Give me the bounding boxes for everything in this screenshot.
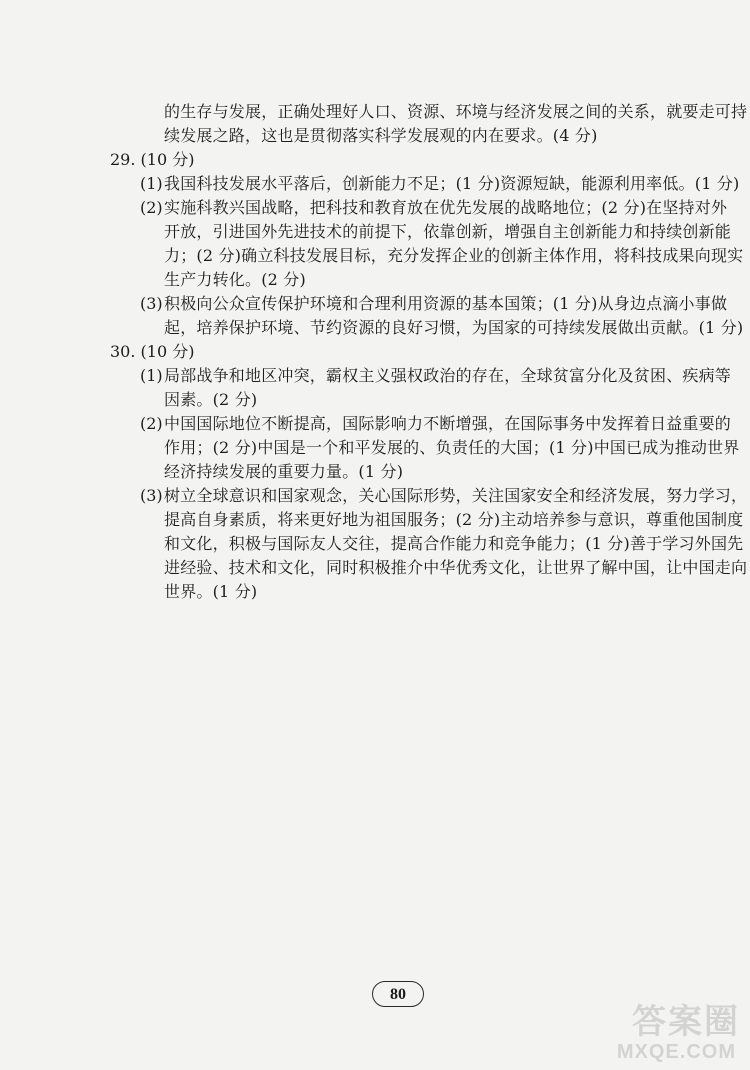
q30-item3-number: (3) xyxy=(140,486,163,505)
q30-item3-line-5: 世界。(1 分) xyxy=(164,582,258,601)
q29-item3-number: (3) xyxy=(140,294,163,313)
q29-item1-line-1: 我国科技发展水平落后，创新能力不足；(1 分)资源短缺，能源利用率低。(1 分) xyxy=(164,174,740,193)
q30-item2-number: (2) xyxy=(140,414,163,433)
q29-item2-line-4: 生产力转化。(2 分) xyxy=(164,270,306,289)
q30-item3-line-3: 和文化，积极与国际友人交往，提高合作能力和竞争能力；(1 分)善于学习外国先 xyxy=(164,534,744,553)
q29-item2-number: (2) xyxy=(140,198,163,217)
q30-item2-line-1: 中国国际地位不断提高，国际影响力不断增强，在国际事务中发挥着日益重要的 xyxy=(164,414,732,433)
page-number: 80 xyxy=(372,981,424,1007)
q30-item1-number: (1) xyxy=(140,366,163,385)
q30-item1-line-2: 因素。(2 分) xyxy=(164,390,258,409)
q29-item2-line-3: 力；(2 分)确立科技发展目标，充分发挥企业的创新主体作用，将科技成果向现实 xyxy=(164,246,744,265)
q30-item2-line-3: 经济持续发展的重要力量。(1 分) xyxy=(164,462,404,481)
q29-item3-line-1: 积极向公众宣传保护环境和合理利用资源的基本国策；(1 分)从身边点滴小事做 xyxy=(164,294,728,313)
question-30-header: 30. (10 分) xyxy=(110,342,195,361)
intro-line-2: 续发展之路，这也是贯彻落实科学发展观的内在要求。(4 分) xyxy=(164,126,598,145)
q29-item3-line-2: 起，培养保护环境、节约资源的良好习惯，为国家的可持续发展做出贡献。(1 分) xyxy=(164,318,744,337)
q30-item3-line-4: 进经验、技术和文化，同时积极推介中华优秀文化，让世界了解中国，让中国走向 xyxy=(164,558,748,577)
watermark-top-text: 答案圈 xyxy=(632,1002,740,1042)
q29-item1-number: (1) xyxy=(140,174,163,193)
q29-item2-line-1: 实施科教兴国战略，把科技和教育放在优先发展的战略地位；(2 分)在坚持对外 xyxy=(164,198,728,217)
q30-item3-line-1: 树立全球意识和国家观念，关心国际形势，关注国家安全和经济发展，努力学习， xyxy=(164,486,748,505)
q29-item2-line-2: 开放，引进国外先进技术的前提下，依靠创新，增强自主创新能力和持续创新能 xyxy=(164,222,732,241)
watermark-logo xyxy=(580,994,740,1064)
q30-item2-line-2: 作用；(2 分)中国是一个和平发展的、负责任的大国；(1 分)中国已成为推动世界 xyxy=(164,438,740,457)
q30-item3-line-2: 提高自身素质，将来更好地为祖国服务；(2 分)主动培养参与意识，尊重他国制度 xyxy=(164,510,744,529)
watermark-bottom-text: MXQE.COM xyxy=(616,1041,736,1063)
question-29-header: 29. (10 分) xyxy=(110,150,195,169)
q30-item1-line-1: 局部战争和地区冲突，霸权主义强权政治的存在，全球贫富分化及贫困、疾病等 xyxy=(164,366,732,385)
intro-line-1: 的生存与发展，正确处理好人口、资源、环境与经济发展之间的关系，就要走可持 xyxy=(164,102,748,121)
